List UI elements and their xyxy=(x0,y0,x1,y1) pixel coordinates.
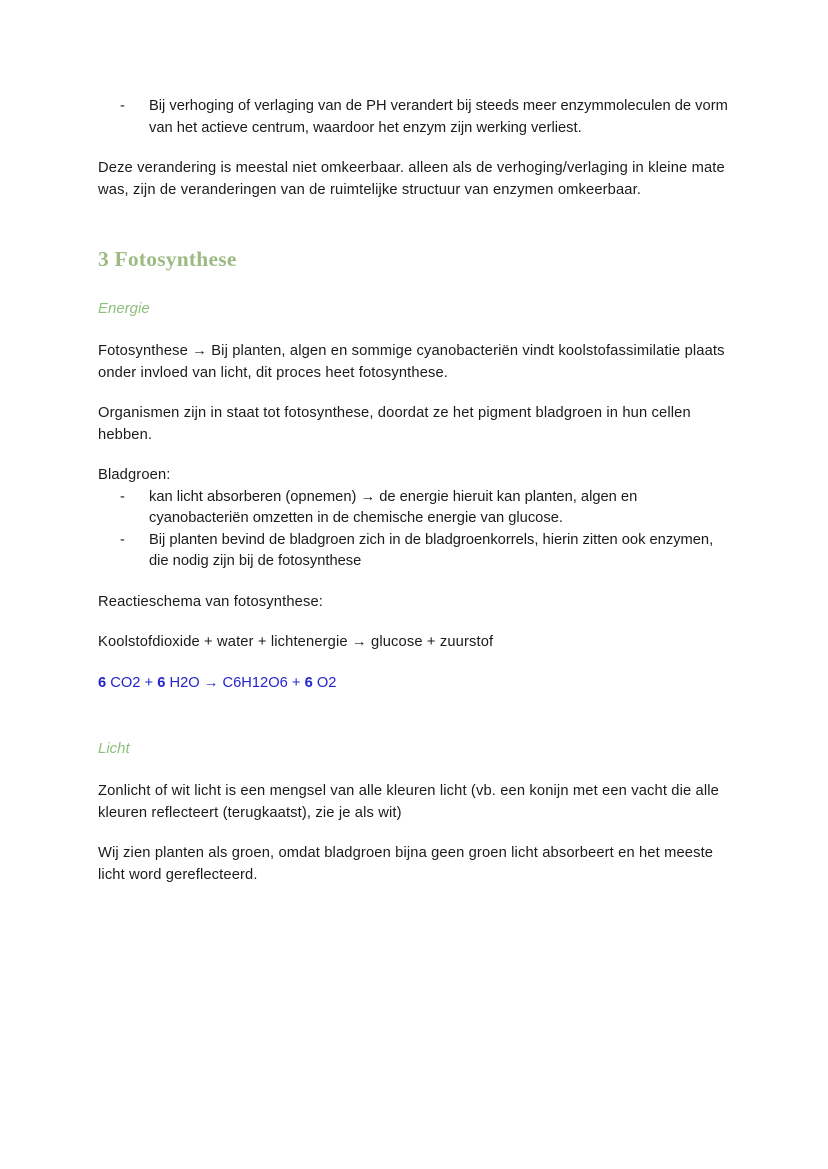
bullet-dash-icon: - xyxy=(120,531,125,548)
paragraph-groen: Wij zien planten als groen, omdat bladgroen bijna geen groen licht absorbeert en het meeste licht word gereflecteerd. xyxy=(98,845,714,883)
document-content xyxy=(98,96,732,905)
paragraph-omkeerbaar: Deze verandering is meestal niet omkeerbaar. alleen als de verhoging/verlaging in kleine mate was, zijn de veranderingen van de ruimtelijke structuur van enzymen omkeerbaar. xyxy=(98,160,725,198)
spacer xyxy=(98,319,732,341)
list-item xyxy=(98,96,732,139)
spacer xyxy=(98,272,732,298)
list-item xyxy=(98,530,732,573)
equation-coefficient-1: 6 xyxy=(98,674,107,691)
list-item xyxy=(98,487,732,530)
paragraph-fotosynthese-definitie: Fotosynthese → Bij planten, algen en sommige cyanobacteriën vindt koolstofassimilatie plaats onder invloed van licht, dit proces heet fotosynthese. xyxy=(98,343,725,381)
equation-term-3: O2 xyxy=(312,674,337,691)
bullet-dash-icon: - xyxy=(120,98,125,114)
bullet-dash-icon: - xyxy=(120,488,125,505)
spacer xyxy=(98,713,732,738)
bladgroen-bullet-list xyxy=(98,487,732,573)
reactieschema-label: Reactieschema van fotosynthese: xyxy=(98,593,323,610)
list-item-text: kan licht absorberen (opnemen) → de energie hieruit kan planten, algen en cyanobacteriën omzetten in de chemische energie van glucose. xyxy=(149,488,638,526)
list-item-text: Bij verhoging of verlaging van de PH verandert bij steeds meer enzymmoleculen de vorm van het actieve centrum, waardoor het enzym zijn werking verliest. xyxy=(149,98,728,136)
spacer xyxy=(98,220,732,246)
equation-coefficient-2: 6 xyxy=(157,674,166,691)
reactieschema-words: Koolstofdioxide + water + lichtenergie → glucose + zuurstof xyxy=(98,634,494,650)
paragraph-organismen: Organismen zijn in staat tot fotosynthese, doordat ze het pigment bladgroen in hun cellen hebben. xyxy=(98,405,691,443)
page-title: 3 Fotosynthese xyxy=(98,247,237,271)
paragraph-zonlicht: Zonlicht of wit licht is een mengsel van alle kleuren licht (vb. een konijn met een vacht die alle kleuren reflecteert (terugkaatst), zie je als wit) xyxy=(98,783,719,821)
equation-coefficient-3: 6 xyxy=(304,674,313,691)
list-item-text: Bij planten bevind de bladgroen zich in de bladgroenkorrels, hierin zitten ook enzymen, die nodig zijn bij de fotosynthese xyxy=(149,531,714,569)
equation-term-2: H2O → C6H12O6 + xyxy=(165,674,305,691)
enzym-ph-bullet-list xyxy=(98,96,732,139)
subheading-energie: Energie xyxy=(98,300,150,317)
photosynthesis-equation xyxy=(98,673,732,695)
bladgroen-label: Bladgroen: xyxy=(98,467,171,483)
equation-term-1: CO2 + xyxy=(106,674,158,691)
spacer xyxy=(98,759,732,781)
subheading-licht: Licht xyxy=(98,740,130,757)
